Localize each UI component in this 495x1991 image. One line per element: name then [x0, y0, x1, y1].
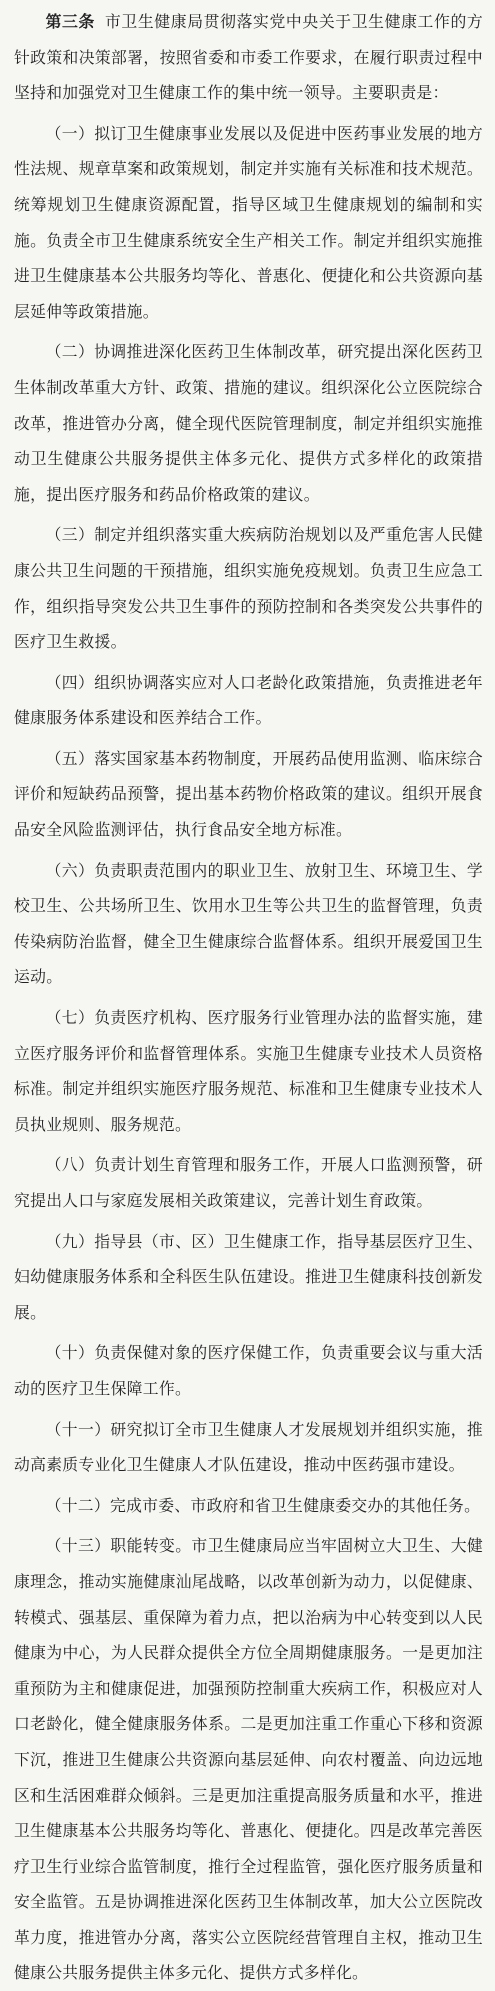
duty-item-10: （十）负责保健对象的医疗保健工作，负责重要会议与重大活动的医疗卫生保障工作。	[14, 1343, 483, 1398]
duty-item-12: （十二）完成市委、市政府和省卫生健康委交办的其他任务。	[45, 1495, 481, 1515]
duty-item-4: （四）组织协调落实应对人口老龄化政策措施，负责推进老年健康服务体系建设和医养结合工作。	[14, 672, 483, 728]
duty-item-5: （五）落实国家基本药物制度，开展药品使用监测、临床综合评价和短缺药品预警，提出基本药物价格政策的建议。组织开展食品安全风险监测评估，执行食品安全地方标准。	[14, 748, 483, 840]
duty-item-3: （三）制定并组织落实重大疾病防治规划以及严重危害人民健康公共卫生问题的干预措施，组织实施免疫规划。负责卫生应急工作，组织指导突发公共卫生事件的预防控制和各类突发公共事件的医疗卫生救援。	[14, 525, 483, 652]
duty-item-8: （八）负责计划生育管理和服务工作，开展人口监测预警，研究提出人口与家庭发展相关政策建议，完善计划生育政策。	[14, 1155, 483, 1210]
duty-item-6: （六）负责职责范围内的职业卫生、放射卫生、环境卫生、学校卫生、公共场所卫生、饮用水卫生等公共卫生的监督管理，负责传染病防治监督，健全卫生健康综合监督体系。组织开展爱国卫生运动。	[14, 860, 483, 987]
duty-item-11: （十一）研究拟订全市卫生健康人才发展规划并组织实施，推动高素质专业化卫生健康人才队伍建设，推动中医药强市建设。	[14, 1419, 483, 1475]
duty-item-2: （二）协调推进深化医药卫生体制改革，研究提出深化医药卫生体制改革重大方针、政策、措施的建议。组织深化公立医院综合改革，推进管办分离，健全现代医院管理制度，制定并组织实施推动卫生健康公共服务提供主体多元化、提供方式多样化的政策措施，提出医疗服务和药品价格政策的建议。	[14, 342, 483, 504]
article-intro-text: 市卫生健康局贯彻落实党中央关于卫生健康工作的方针政策和决策部署，按照省委和市委工作要求，在履行职责过程中坚持和加强党对卫生健康工作的集中统一领导。主要职责是：	[14, 12, 483, 103]
duty-item-13: （十三）职能转变。市卫生健康局应当牢固树立大卫生、大健康理念，推动实施健康汕尾战略，以改革创新为动力，以促健康、转模式、强基层、重保障为着力点，把以治病为中心转变到以人民健康为中心，为人民群众提供全方位全周期健康服务。一是更加注重预防为主和健康促进，加强预防控制重大疾病工作，积极应对人口老龄化，健全健康服务体系。二是更加注重工作重心下移和资源下沉，推进卫生健康公共资源向基层延伸、向农村覆盖、向边远地区和生活困难群众倾斜。三是更加注重提高服务质量和水平，推进卫生健康基本公共服务均等化、普惠化、便捷化。四是改革完善医疗卫生行业综合监管制度，推行全过程监管，强化医疗服务质量和安全监管。五是协调推进深化医药卫生体制改革，加大公立医院改革力度，推进管办分离，落实公立医院经营管理自主权，推动卫生健康公共服务提供主体多元化、提供方式多样化。	[14, 1536, 483, 1983]
duty-item-7: （七）负责医疗机构、医疗服务行业管理办法的监督实施，建立医疗服务评价和监督管理体系。实施卫生健康专业技术人员资格标准。制定并组织实施医疗服务规范、标准和卫生健康专业技术人员执业规则、服务规范。	[14, 1008, 483, 1134]
duty-item-1: （一）拟订卫生健康事业发展以及促进中医药事业发展的地方性法规、规章草案和政策规划，制定并实施有关标准和技术规范。统筹规划卫生健康资源配置，指导区域卫生健康规划的编制和实施。负责全市卫生健康系统安全生产相关工作。制定并组织实施推进卫生健康基本公共服务均等化、普惠化、便捷化和公共资源向基层延伸等政策措施。	[14, 123, 483, 321]
article-heading: 第三条	[45, 12, 95, 31]
article-intro-paragraph	[14, 4, 483, 111]
duty-item-9: （九）指导县（市、区）卫生健康工作，指导基层医疗卫生、妇幼健康服务体系和全科医生队伍建设。推进卫生健康科技创新发展。	[14, 1231, 483, 1322]
